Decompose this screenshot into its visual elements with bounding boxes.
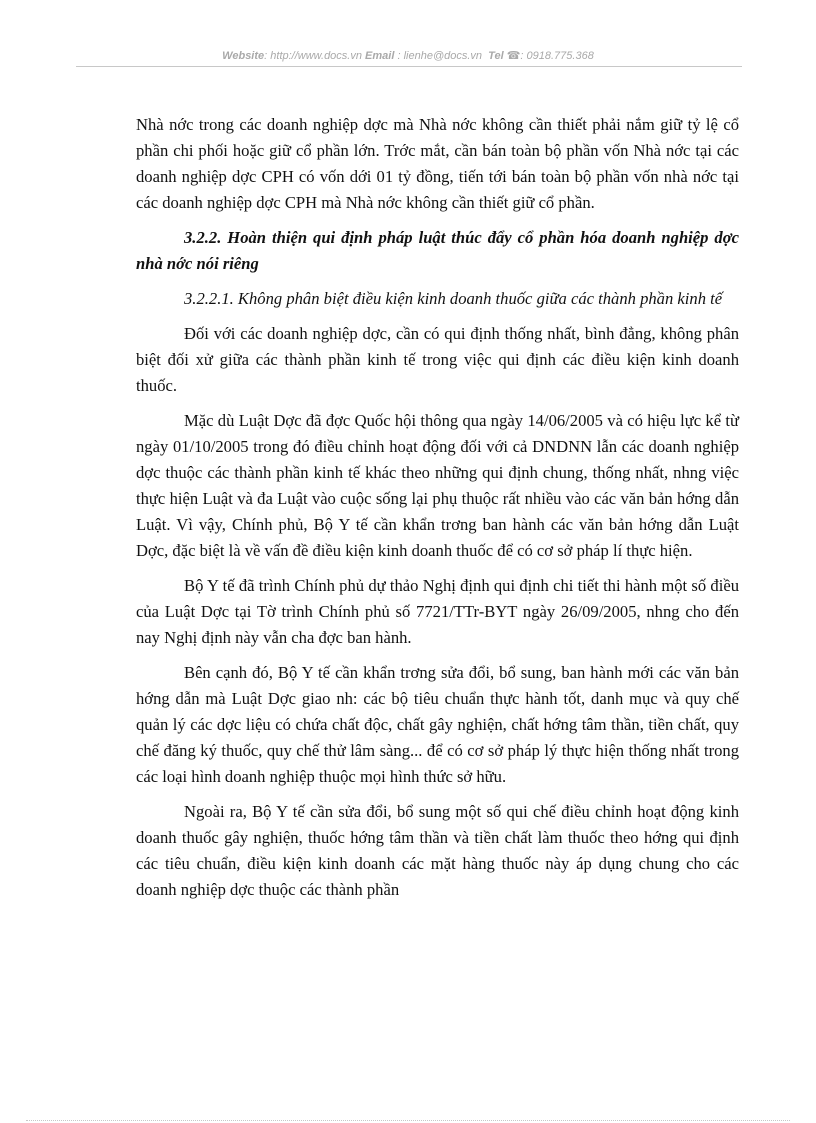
phone-icon: ☎ <box>506 50 521 62</box>
paragraph-3: Mặc dù Luật Dợc đã đợc Quốc hội thông qua ngày 14/06/2005 và có hiệu lực kể từ ngày 01/10/2005 trong đó điều chỉnh hoạt động đối với cả DNDNN lẫn các doanh nghiệp dợc thuộc các thành phần kinh tế khác theo những qui định chung, thống nhất, nhng việc thực hiện Luật và đa Luật vào cuộc sống lại phụ thuộc rất nhiều vào các văn bản hớng dẫn Luật. Vì vậy, Chính phủ, Bộ Y tế cần khẩn trơng ban hành các văn bản hớng dẫn Luật Dợc, đặc biệt là về vấn đề điều kiện kinh doanh thuốc để có cơ sở pháp lí thực hiện. <box>136 411 739 560</box>
paragraph-4: Bộ Y tế đã trình Chính phủ dự thảo Nghị định qui định chi tiết thi hành một số điều của Luật Dợc tại Tờ trình Chính phủ số 7721/TTr-BYT ngày 26/09/2005, nhng cho đến nay Nghị định này vẫn cha đợc ban hành. <box>136 576 739 647</box>
tel-label: Tel <box>488 50 504 62</box>
website-link[interactable]: : http://www.docs.vn <box>264 50 362 62</box>
website-label: Website <box>222 50 265 62</box>
email-link[interactable]: : lienhe@docs.vn <box>397 50 483 62</box>
header-divider <box>76 66 742 67</box>
document-body <box>136 112 739 912</box>
paragraph-6: Ngoài ra, Bộ Y tế cần sửa đổi, bổ sung một số qui chế điều chỉnh hoạt động kinh doanh thuốc gây nghiện, thuốc hớng tâm thần và tiền chất làm thuốc theo hớng qui định các tiêu chuẩn, điều kiện kinh doanh các mặt hàng thuốc này áp dụng chung cho các doanh nghiệp dợc thuộc các thành phần <box>136 802 739 899</box>
paragraph-1: Nhà nớc trong các doanh nghiệp dợc mà Nhà nớc không cần thiết phải nắm giữ tỷ lệ cổ phần chi phối hoặc giữ cổ phần lớn. Trớc mắt, cần bán toàn bộ phần vốn Nhà nớc tại các doanh nghiệp dợc CPH có vốn dới 01 tỷ đồng, tiến tới bán toàn bộ phần vốn nhà nớc tại các doanh nghiệp dợc CPH mà Nhà nớc không cần thiết giữ cổ phần. <box>136 115 739 212</box>
paragraph-5: Bên cạnh đó, Bộ Y tế cần khẩn trơng sửa đổi, bổ sung, ban hành mới các văn bản hớng dẫn mà Luật Dợc giao nh: các bộ tiêu chuẩn thực hành tốt, danh mục và quy chế quản lý các dợc liệu có chứa chất độc, chất gây nghiện, chất hớng tâm thần, tiền chất, quy chế đăng ký thuốc, quy chế thử lâm sàng... để có cơ sở pháp lý thực hiện thống nhất trong các loại hình doanh nghiệp thuộc mọi hình thức sở hữu. <box>136 663 739 786</box>
paragraph-2: Đối với các doanh nghiệp dợc, cần có qui định thống nhất, bình đẳng, không phân biệt đối xử giữa các thành phần kinh tế trong việc qui định các điều kiện kinh doanh thuốc. <box>136 324 739 395</box>
subsection-heading-3-2-2-1: 3.2.2.1. Không phân biệt điều kiện kinh doanh thuốc giữa các thành phần kinh tế <box>184 289 723 308</box>
section-heading-3-2-2: 3.2.2. Hoàn thiện qui định pháp luật thúc đẩy cổ phần hóa doanh nghiệp dợc nhà nớc nói riêng <box>136 228 739 273</box>
email-label: Email <box>365 50 395 62</box>
tel-value: : 0918.775.368 <box>520 50 594 62</box>
page-header <box>0 49 816 62</box>
footer-divider <box>26 1120 790 1121</box>
